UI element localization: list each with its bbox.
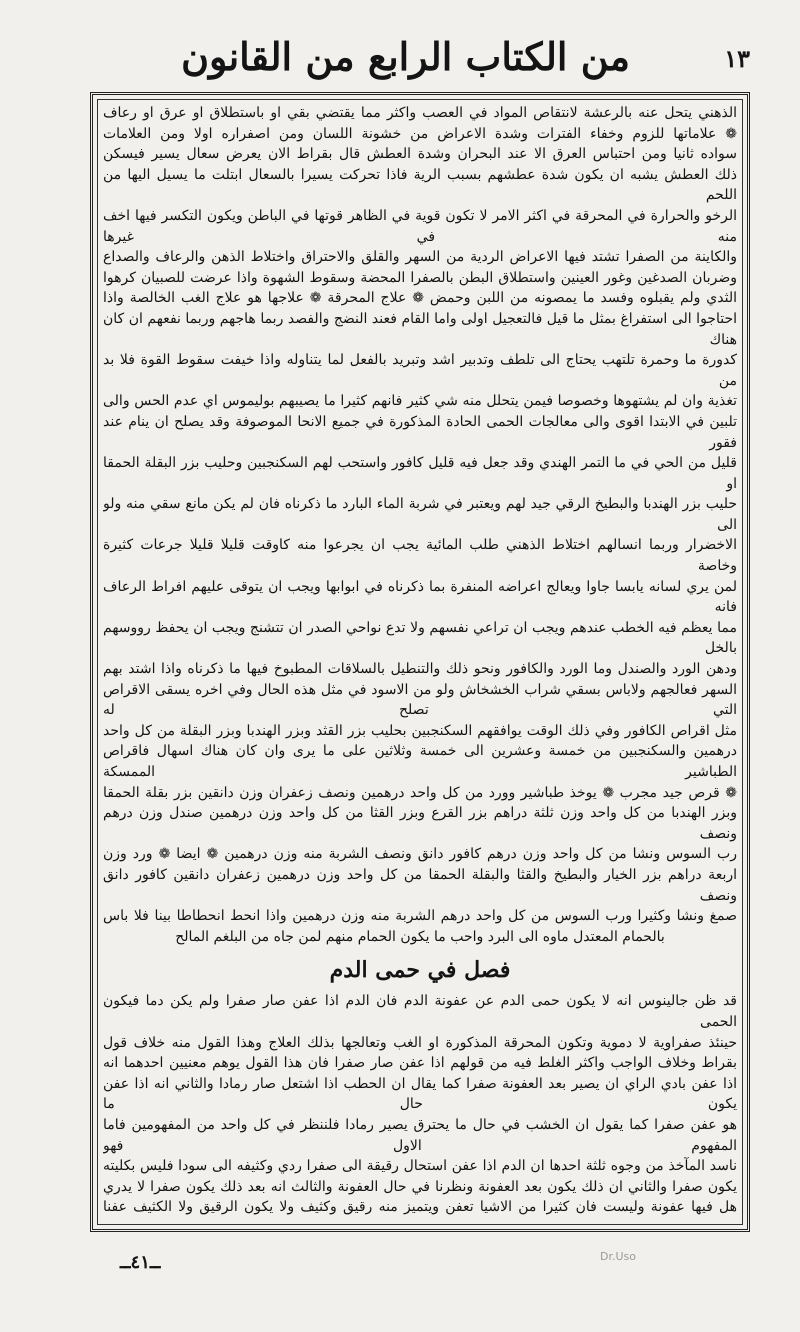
text-line: الذهني يتحل عنه بالرعشة لانتقاص المواد في العصب واكثر مما يقتضي بقي او باستطلاق او عرق او رعاف bbox=[103, 105, 737, 121]
running-title: من الكتاب الرابع من القانون bbox=[181, 34, 630, 79]
text-line: الرخو والحرارة في المحرقة في اكثر الامر لا تكون قوية في الظاهر قوتها في الباطن ويكون التكسر فيها اخف منه في غيرها bbox=[103, 207, 737, 245]
text-line: هو عفن صفرا كما يقول ان الخشب في حال ما يحترق يصير رمادا فلننظر في كل واحد من المفهومين فاما المفهوم الاول فهو bbox=[103, 1116, 737, 1154]
text-line: حينئذ صفراوية لا دموية وتكون المحرقة المذكورة او الغب وتعالجها بذلك العلاج وهذا القول منه خلاف قول bbox=[103, 1034, 737, 1051]
text-line: رب السوس ونشا من كل واحد وزن درهم كافور دانق ونصف الشربة منه وزن درهمين ❁ ايضا ❁ ورد وزن bbox=[103, 846, 737, 863]
text-line: وبزر الهندبا من كل واحد وزن ثلثة دراهم بزر القرع وبزر القثا من كل واحد وزن درهمين صندل وزن درهم ونصف bbox=[103, 805, 737, 842]
text-line: الثدي ولم يقبلوه وفسد ما يمصونه من اللبن وحمض ❁ علاج المحرقة ❁ علاجها هو علاج الغب الخالصة واذا bbox=[103, 290, 737, 307]
text-line: لمن يري لسانه يابسا جاوا ويعالج اعراضه المنفرة بما ذكرناه في ابوابها ويجب ان يتوقى عليهم افراط الرعاف فانه bbox=[103, 578, 737, 616]
text-line: درهمين والسكنجبين من خمسة وعشرين الى خمسة وثلاثين على ما يرى وان كان هناك اسهال فاقراص الطباشير الممسكة bbox=[103, 743, 737, 780]
text-line: ❁ قرص جيد مجرب ❁ يوخذ طباشير وورد من كل واحد درهمين ونصف زعفران وزن دانقين بزر بقلة الحمقا bbox=[103, 784, 737, 801]
text-line: والكاينة من الصفرا تشتد فيها الاعراض الردية من السهر والقلق والاحتراق واختلاط الذهن والرعاف والصداع bbox=[103, 249, 737, 266]
text-line: يكون صفرا والثاني ان ذلك يكون بعد العفونة ونظرنا في حال العفونة والثالث انه بعد ذلك يكون صفرا لا يدري bbox=[103, 1178, 737, 1195]
text-line: سواده ثانيا ومن احتباس العرق الا عند البحران وشدة العطش قال بقراط الان يعرض سعال يسير فيسكن bbox=[103, 146, 737, 163]
text-line: حليب بزر الهندبا والبطيخ الرقي جيد لهم ويعتبر في شربة الماء البارد ما ذكرناه فان لم يكن مانع سقي منه ولو الى bbox=[103, 496, 737, 533]
text-line: صمغ ونشا وكثيرا ورب السوس من كل واحد درهم الشربة منه وزن درهمين واذا انحط انحطاطا بينا فلا باس bbox=[103, 908, 737, 925]
text-line: ذلك العطش يشبه ان يكون شدة عطشهم بسبب الرية فاذا تحركت يسيرا بالسعال ابتلت ما يسيل اليها من اللحم bbox=[103, 166, 737, 204]
text-line: مما يعظم فيه الخطب عندهم ويجب ان تراعي نفسهم ولا تدع نواحي الصدر ان تتشنج ويجب ان يحفظ رووسهم بالخل bbox=[103, 619, 737, 657]
text-line: مثل اقراص الكافور وفي ذلك الوقت يوافقهم السكنجبين بحليب بزر القثد وبزر الهندبا وبزر البقلة من كل واحد bbox=[103, 722, 737, 739]
folio-number: ١٣ bbox=[724, 44, 750, 73]
text-line: بقراط وخلاف الواجب واكثر الغلط فيه من قولهم اذا عفن صار صفرا فان هذا القول يوهم معنيين احدهما انه bbox=[103, 1055, 737, 1072]
text-line bbox=[103, 1218, 737, 1221]
text-frame bbox=[90, 92, 750, 1232]
page-header bbox=[90, 28, 750, 84]
text-line: تلبين في الابتدا اقوى والى معالجات الحمى الحادة المذكورة في جميع الانحا الموصوفة وقد يصلح ان ينام عند فقور bbox=[103, 413, 737, 451]
text-line: ناسد المآخذ من وجوه ثلثة احدها ان الدم اذا عفن استحال رقيقة الى صفرا ردي وكثيفه الى سودا فليس بكليته bbox=[103, 1158, 737, 1175]
text-line: قليل من الحي في ما التمر الهندي وقد جعل فيه قليل كافور واستحب لهم السكنجبين وحليب بزر البقلة الحمقا او bbox=[103, 455, 737, 492]
text-line: هل فيها عفونة وليست فان كثيرا من الاشيا تعفن ويتميز منه رقيق وكثيف ولا يكون الرقيق ولا الكثيف عفنا bbox=[103, 1199, 737, 1216]
signature-mark: ــ٤١ــ bbox=[120, 1252, 161, 1273]
library-stamp: Dr.Uso bbox=[600, 1250, 636, 1263]
text-line: السهر فعالجهم ولاباس بسقي شراب الخشخاش ولو من الاسود في مثل هذه الحال وفي اخره يسقى الاقراص التي تصلح له bbox=[103, 681, 737, 719]
text-line: بالحمام المعتدل ماوه الى البرد واحب ما يكون الحمام منهم لمن جاه من البلغم المالح bbox=[175, 928, 665, 945]
text-line: كدورة ما وحمرة تلتهب يحتاج الى تلطف وتدبير اشد وتبريد بالفعل لما يتناوله واذا خيفت سقوط القوة فلا بد من bbox=[103, 352, 737, 389]
text-line: اربعة دراهم بزر الخيار والبطيخ والقثا والبقلة الحمقا من كل واحد وزن درهمين زعفران دانقين كافور دانق ونصف bbox=[103, 866, 737, 904]
paragraph-bottom bbox=[103, 991, 737, 1221]
text-line: احتاجوا الى استفراغ بمثل ما قيل فالتعجيل اولى واما القام فعند النضج والفصد ربما هاجهم وربما نفعهم ان كان هناك bbox=[103, 310, 737, 348]
text-block bbox=[103, 103, 737, 1221]
text-line: اذا عفن بادي الراي ان يصير بعد العفونة صفرا كما يقال ان الحطب اذا اشتعل صار رمادا والثاني انه اذا عفن يكون حال ما bbox=[103, 1075, 737, 1113]
text-line: ❁ علاماتها للزوم وخفاء الفترات وشدة الاعراض من خشونة اللسان ومن اصفراره اولا ومن العلامات bbox=[103, 125, 737, 142]
text-line: وضربان الصدغين وغور العينين واستطلاق البطن بالصفرا المحضة وسقوط الشهوة واذا عرضت للصبيان كرهوا bbox=[103, 269, 737, 286]
paragraph-top bbox=[103, 103, 737, 947]
text-line: ودهن الورد والصندل وما الورد والكافور ونحو ذلك والتنطيل بالسلاقات المطبوخ فيها ما ذكرناه واذا اشتد بهم bbox=[103, 661, 737, 678]
text-line: الاخضرار وربما انسالهم اختلاط الذهني طلب المائية يجب ان يجرعوا منه كاوقت قليلا قليلا جرعات كثيرة وخاصة bbox=[103, 537, 737, 575]
text-line: قد ظن جالينوس انه لا يكون حمى الدم عن عفونة الدم فان الدم اذا عفن صار صفرا ولم يكن دما فيكون الحمى bbox=[103, 993, 737, 1030]
text-line: تغذية وان لم يشتهوها وخصوصا فيمن يتحلل منه شي كثير فانهم كثيرا ما يصيبهم بوليموس اي عدم الحس والى bbox=[103, 393, 737, 410]
section-heading: فصل في حمى الدم bbox=[329, 957, 511, 984]
